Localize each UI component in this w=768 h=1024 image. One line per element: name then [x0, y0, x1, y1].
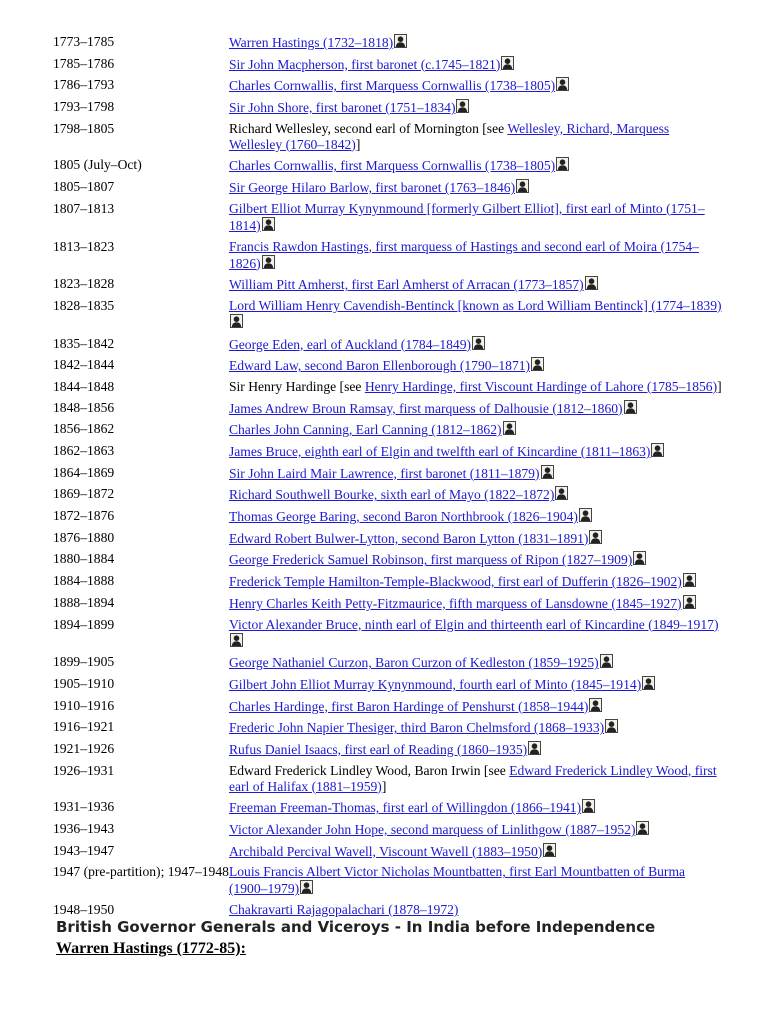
table-row	[53, 573, 723, 595]
ruler-link[interactable]: Victor Alexander John Hope, second marquess of Linlithgow (1887–1952)	[228, 822, 636, 837]
ruler-link[interactable]: Chakravarti Rajagopalachari (1878–1972)	[228, 902, 459, 918]
ruler-link[interactable]: Gilbert John Elliot Murray Kynynmound, fourth earl of Minto (1845–1914)	[228, 676, 642, 692]
ruler-link[interactable]: Francis Rawdon Hastings, first marquess of Hastings and second earl of Moira (1754–1826)	[228, 238, 699, 271]
ruler-link[interactable]: Victor Alexander Bruce, ninth earl of Elgin and thirteenth earl of Kincardine (1849–1917)	[228, 616, 719, 632]
portrait-icon[interactable]	[636, 821, 649, 835]
ruler-cell	[229, 201, 723, 239]
portrait-icon[interactable]	[541, 465, 554, 479]
ruler-prefix-text: Edward Frederick Lindley Wood, Baron Irwin [see	[228, 762, 510, 778]
section-heading: British Governor Generals and Viceroys - In India before Independence	[56, 918, 656, 936]
ruler-cell	[229, 595, 723, 617]
table-row	[53, 400, 723, 422]
table-row	[53, 864, 723, 902]
portrait-icon[interactable]	[600, 654, 613, 668]
ruler-suffix-text: ]	[717, 378, 722, 394]
governors-table	[53, 34, 723, 923]
portrait-icon[interactable]	[394, 34, 407, 48]
ruler-cell	[229, 617, 723, 655]
ruler-cell	[229, 421, 723, 443]
portrait-icon[interactable]	[633, 551, 646, 565]
ruler-cell	[229, 56, 723, 78]
portrait-icon[interactable]	[472, 336, 485, 350]
table-row	[53, 379, 723, 400]
portrait-icon[interactable]	[528, 741, 541, 755]
portrait-icon[interactable]	[683, 573, 696, 587]
ruler-cell	[229, 698, 723, 720]
term-years: 1899–1905	[53, 654, 115, 670]
ruler-link[interactable]: Henry Hardinge, first Viscount Hardinge of Lahore (1785–1856)	[364, 378, 718, 394]
portrait-icon[interactable]	[579, 508, 592, 522]
ruler-link[interactable]: Edward Frederick Lindley Wood, first earl of Halifax (1881–1959)	[228, 762, 717, 794]
ruler-prefix-text: Richard Wellesley, second earl of Mornington [see	[228, 120, 508, 136]
table-row	[53, 763, 723, 800]
ruler-link[interactable]: Frederic John Napier Thesiger, third Baron Chelmsford (1868–1933)	[228, 720, 605, 736]
portrait-icon[interactable]	[543, 843, 556, 857]
term-years: 1856–1862	[53, 421, 115, 437]
ruler-link[interactable]: Henry Charles Keith Petty-Fitzmaurice, fifth marquess of Lansdowne (1845–1927)	[228, 595, 682, 611]
ruler-link[interactable]: Louis Francis Albert Victor Nicholas Mountbatten, first Earl Mountbatten of Burma (1900–1979)	[228, 864, 686, 897]
ruler-cell	[229, 379, 723, 400]
ruler-cell	[229, 400, 723, 422]
ruler-cell	[229, 336, 723, 358]
ruler-link[interactable]: Edward Robert Bulwer-Lytton, second Baron Lytton (1831–1891)	[228, 530, 589, 546]
ruler-link[interactable]: Sir John Macpherson, first baronet (c.1745–1821)	[228, 56, 501, 72]
ruler-link[interactable]: Charles Hardinge, first Baron Hardinge of Penshurst (1858–1944)	[228, 698, 589, 714]
ruler-link[interactable]: Rufus Daniel Isaacs, first earl of Reading (1860–1935)	[228, 741, 528, 757]
ruler-suffix-text: ]	[381, 778, 387, 794]
term-years: 1835–1842	[53, 335, 115, 351]
ruler-link[interactable]: Edward Law, second Baron Ellenborough (1790–1871)	[228, 358, 531, 374]
ruler-cell	[229, 821, 723, 843]
portrait-icon[interactable]	[501, 56, 514, 70]
table-row	[53, 239, 723, 277]
ruler-suffix-text: ]	[355, 136, 361, 152]
ruler-link[interactable]: George Eden, earl of Auckland (1784–1849)	[228, 336, 472, 352]
portrait-icon[interactable]	[300, 880, 313, 894]
term-years: 1805 (July–Oct)	[53, 157, 142, 173]
ruler-prefix-text: Sir Henry Hardinge [see	[228, 378, 365, 394]
portrait-icon[interactable]	[585, 276, 598, 290]
portrait-icon[interactable]	[456, 99, 469, 113]
ruler-link[interactable]: Richard Southwell Bourke, sixth earl of Mayo (1822–1872)	[228, 487, 555, 503]
ruler-cell	[229, 573, 723, 595]
ruler-cell	[229, 239, 723, 277]
table-row	[53, 298, 723, 336]
ruler-link[interactable]: Sir George Hilaro Barlow, first baronet (1763–1846)	[228, 180, 516, 196]
term-years: 1916–1921	[53, 719, 115, 735]
ruler-link[interactable]: Wellesley, Richard, Marquess Wellesley (1760–1842)	[228, 120, 670, 152]
ruler-link[interactable]: Lord William Henry Cavendish-Bentinck [known as Lord William Bentinck] (1774–1839)	[228, 297, 722, 313]
ruler-cell	[229, 741, 723, 763]
table-row	[53, 843, 723, 865]
table-row	[53, 99, 723, 121]
term-years: 1926–1931	[53, 762, 115, 778]
term-years: 1793–1798	[53, 99, 115, 115]
ruler-link[interactable]: James Bruce, eighth earl of Elgin and twelfth earl of Kincardine (1811–1863)	[228, 444, 651, 459]
ruler-cell	[229, 34, 723, 56]
term-years: 1876–1880	[53, 529, 115, 545]
ruler-link[interactable]: Charles Cornwallis, first Marquess Cornwallis (1738–1805)	[228, 78, 556, 94]
term-years: 1872–1876	[53, 508, 115, 524]
portrait-icon[interactable]	[503, 421, 516, 435]
ruler-link[interactable]: Warren Hastings (1732–1818)	[228, 35, 394, 50]
table-row	[53, 179, 723, 201]
ruler-cell	[229, 157, 723, 179]
ruler-link[interactable]: George Frederick Samuel Robinson, first marquess of Ripon (1827–1909)	[228, 552, 633, 568]
term-years: 1798–1805	[53, 120, 115, 136]
ruler-cell	[229, 676, 723, 698]
ruler-link[interactable]: Sir John Shore, first baronet (1751–1834)	[228, 100, 456, 116]
table-row	[53, 698, 723, 720]
ruler-link[interactable]: Archibald Percival Wavell, Viscount Wavell (1883–1950)	[228, 843, 543, 859]
term-years: 1921–1926	[53, 740, 115, 756]
portrait-icon[interactable]	[531, 357, 544, 371]
term-years: 1828–1835	[53, 297, 115, 313]
term-years: 1869–1872	[53, 486, 115, 502]
portrait-icon[interactable]	[624, 400, 637, 414]
portrait-icon[interactable]	[262, 217, 275, 231]
portrait-icon[interactable]	[230, 633, 243, 647]
table-row	[53, 676, 723, 698]
table-row	[53, 77, 723, 99]
term-years: 1931–1936	[53, 799, 115, 815]
term-years: 1805–1807	[53, 179, 115, 195]
term-years: 1880–1884	[53, 551, 115, 567]
portrait-icon[interactable]	[556, 77, 569, 91]
term-years: 1842–1844	[53, 357, 115, 373]
table-row	[53, 34, 723, 56]
term-years: 1862–1863	[53, 443, 115, 458]
table-row	[53, 654, 723, 676]
ruler-cell	[229, 719, 723, 741]
portrait-icon[interactable]	[651, 443, 664, 457]
term-years: 1785–1786	[53, 55, 115, 71]
term-years: 1947 (pre-partition); 1947–1948	[53, 864, 229, 880]
portrait-icon[interactable]	[589, 698, 602, 712]
ruler-cell	[229, 465, 723, 487]
table-row	[53, 741, 723, 763]
term-years: 1888–1894	[53, 594, 115, 610]
ruler-link[interactable]: Freeman Freeman-Thomas, first earl of Willingdon (1866–1941)	[228, 800, 582, 816]
term-years: 1943–1947	[53, 842, 115, 858]
table-row	[53, 357, 723, 379]
table-row	[53, 465, 723, 487]
ruler-cell	[229, 843, 723, 865]
table-row	[53, 157, 723, 179]
table-row	[53, 617, 723, 655]
table-row	[53, 121, 723, 158]
term-years: 1948–1950	[53, 902, 115, 918]
table-row	[53, 719, 723, 741]
table-row	[53, 821, 723, 843]
table-row	[53, 276, 723, 298]
table-row	[53, 530, 723, 552]
portrait-icon[interactable]	[262, 255, 275, 269]
table-row	[53, 421, 723, 443]
term-years: 1864–1869	[53, 464, 115, 480]
term-years: 1813–1823	[53, 238, 115, 254]
table-row	[53, 508, 723, 530]
term-years: 1807–1813	[53, 200, 115, 216]
ruler-cell	[229, 276, 723, 298]
ruler-link[interactable]: Thomas George Baring, second Baron Northbrook (1826–1904)	[228, 509, 578, 525]
term-years: 1844–1848	[53, 378, 115, 394]
ruler-link[interactable]: George Nathaniel Curzon, Baron Curzon of Kedleston (1859–1925)	[228, 655, 599, 671]
term-years: 1823–1828	[53, 276, 115, 292]
portrait-icon[interactable]	[683, 595, 696, 609]
ruler-cell	[229, 486, 723, 508]
ruler-link[interactable]: Sir John Laird Mair Lawrence, first baronet (1811–1879)	[228, 465, 540, 481]
ruler-cell	[229, 763, 723, 800]
ruler-cell	[229, 99, 723, 121]
term-years: 1884–1888	[53, 573, 115, 589]
ruler-link[interactable]: William Pitt Amherst, first Earl Amherst of Arracan (1773–1857)	[228, 277, 584, 293]
table-row	[53, 443, 723, 465]
ruler-cell	[229, 654, 723, 676]
ruler-link[interactable]: Charles John Canning, Earl Canning (1812–1862)	[228, 422, 502, 438]
portrait-icon[interactable]	[516, 179, 529, 193]
ruler-cell	[229, 443, 723, 465]
portrait-icon[interactable]	[582, 799, 595, 813]
ruler-cell	[229, 357, 723, 379]
table-row	[53, 799, 723, 821]
term-years: 1936–1943	[53, 821, 115, 836]
ruler-link[interactable]: Charles Cornwallis, first Marquess Cornwallis (1738–1805)	[228, 158, 556, 174]
term-years: 1905–1910	[53, 675, 115, 691]
term-years: 1786–1793	[53, 77, 115, 93]
portrait-icon[interactable]	[642, 676, 655, 690]
ruler-cell	[229, 179, 723, 201]
section-subheading: Warren Hastings (1772-85):	[56, 940, 246, 957]
portrait-icon[interactable]	[556, 157, 569, 171]
portrait-icon[interactable]	[230, 314, 243, 328]
term-years: 1894–1899	[53, 616, 115, 632]
portrait-icon[interactable]	[555, 486, 568, 500]
table-row	[53, 595, 723, 617]
table-row	[53, 336, 723, 358]
table-row	[53, 56, 723, 78]
ruler-link[interactable]: Gilbert Elliot Murray Kynynmound [formerly Gilbert Elliot], first earl of Minto (1751–1814)	[228, 200, 705, 233]
table-row	[53, 551, 723, 573]
ruler-cell	[229, 508, 723, 530]
ruler-cell	[229, 551, 723, 573]
ruler-cell	[229, 530, 723, 552]
term-years: 1773–1785	[53, 34, 115, 49]
portrait-icon[interactable]	[605, 719, 618, 733]
term-years: 1848–1856	[53, 399, 115, 415]
ruler-cell	[229, 121, 723, 158]
ruler-cell	[229, 864, 723, 902]
ruler-cell	[229, 77, 723, 99]
term-years: 1910–1916	[53, 697, 115, 713]
ruler-cell	[229, 799, 723, 821]
ruler-cell	[229, 298, 723, 336]
table-row	[53, 486, 723, 508]
portrait-icon[interactable]	[589, 530, 602, 544]
ruler-link[interactable]: Frederick Temple Hamilton-Temple-Blackwood, first earl of Dufferin (1826–1902)	[228, 574, 682, 590]
ruler-link[interactable]: James Andrew Broun Ramsay, first marquess of Dalhousie (1812–1860)	[228, 400, 623, 416]
table-row	[53, 201, 723, 239]
